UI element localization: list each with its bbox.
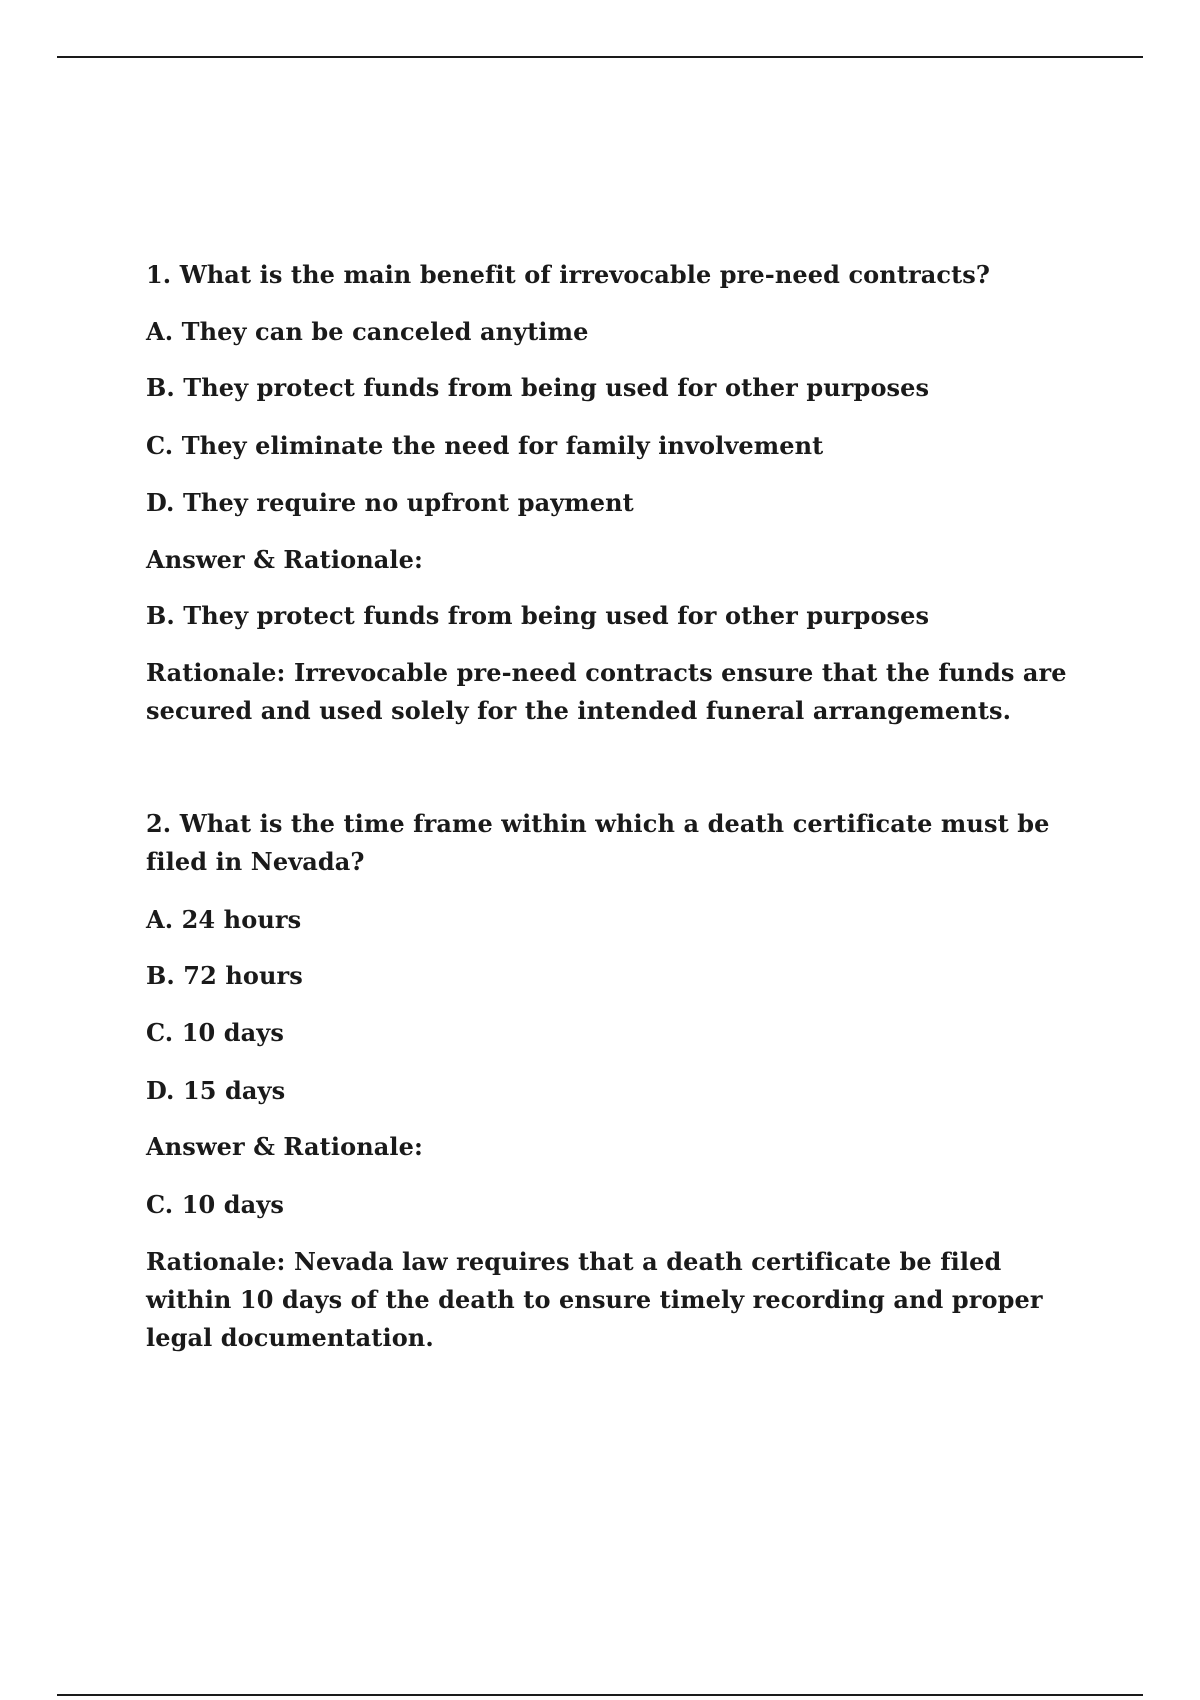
question-1-rationale: Rationale: Irrevocable pre-need contracts ensure that the funds are secured and used solely for the intended funeral arrangements. [146,658,1067,725]
question-1-answer-heading: Answer & Rationale: [146,545,423,574]
question-2-text: 2. What is the time frame within which a death certificate must be filed in Nevada? [146,809,1050,876]
question-2-option-b: B. 72 hours [146,961,303,990]
bottom-divider [57,1694,1143,1696]
question-1-option-c: C. They eliminate the need for family involvement [146,431,824,460]
question-1-option-a: A. They can be canceled anytime [146,317,589,346]
question-1-option-d: D. They require no upfront payment [146,488,634,517]
question-2-rationale: Rationale: Nevada law requires that a death certificate be filed within 10 days of the death to ensure timely recording and proper legal documentation. [146,1247,1043,1352]
question-1-answer: B. They protect funds from being used for other purposes [146,601,930,630]
question-1-text: 1. What is the main benefit of irrevocable pre-need contracts? [146,260,991,289]
question-1-option-b: B. They protect funds from being used for other purposes [146,373,930,402]
question-2-option-a: A. 24 hours [146,905,302,934]
question-2-option-d: D. 15 days [146,1076,286,1105]
top-divider [57,56,1143,58]
question-2-answer: C. 10 days [146,1190,284,1219]
question-2-answer-heading: Answer & Rationale: [146,1132,423,1161]
question-2-option-c: C. 10 days [146,1018,284,1047]
